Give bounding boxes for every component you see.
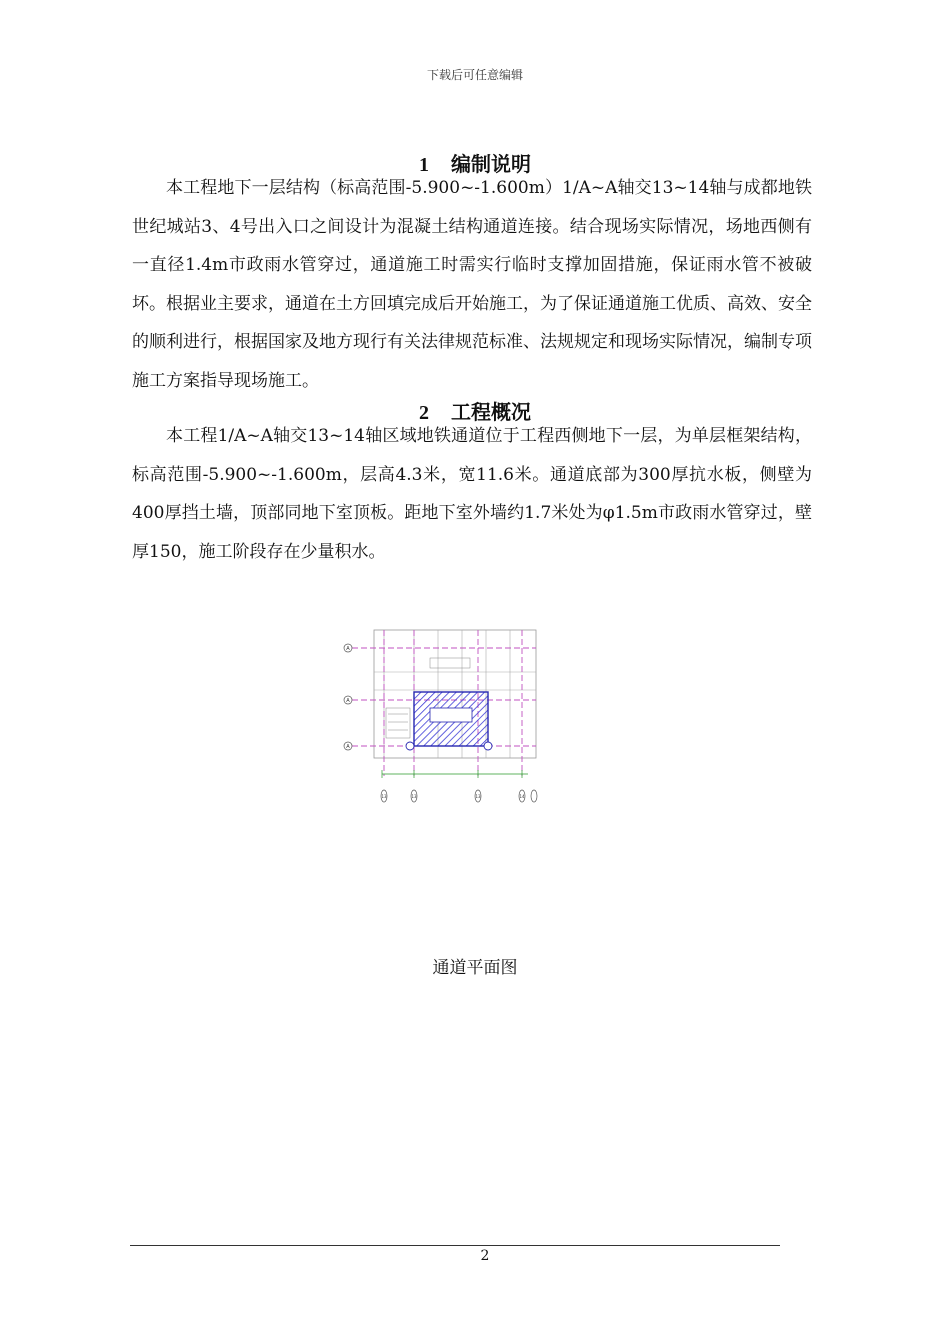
section-1-title: 编制说明 — [451, 152, 531, 176]
channel-label-box — [430, 708, 472, 722]
page-header: 下载后可任意编辑 — [426, 68, 523, 82]
section-2-paragraph: 本工程1/A~A轴交13~14轴区域地铁通道位于工程西侧地下一层，为单层框架结构，标高范围-5.900~-1.600m，层高4.3米，宽11.6米。通道底部为300厚抗水板，侧壁为400厚挡土墙，顶部同地下室顶板。距地下室外墙约1.7米处为φ1.5m市政雨水管穿过，壁厚150，施工阶段存在少量积水。 — [132, 426, 812, 562]
axis-label-bottom-3: 13 — [475, 794, 481, 799]
dimension-line — [382, 770, 528, 778]
channel-plan-drawing — [338, 626, 548, 806]
axis-bubbles-bottom — [381, 790, 537, 802]
axis-bubbles-left — [344, 644, 352, 750]
section-2-number: 2 — [419, 402, 429, 424]
axis-label-bottom-2: 13 — [411, 794, 417, 799]
axis-label-left-3: A — [346, 744, 350, 750]
page-number: 2 — [480, 1248, 490, 1264]
upper-label-box — [430, 658, 470, 668]
plan-drawing-svg — [338, 626, 548, 806]
axis-label-bottom-4: 14 — [519, 794, 525, 799]
footer-divider — [130, 1245, 780, 1246]
section-1-number: 1 — [419, 154, 429, 176]
axis-label-bottom-1: 13 — [381, 794, 387, 799]
axis-label-left-2: A — [346, 698, 350, 704]
axis-label-left-1: A — [346, 646, 350, 652]
left-note-box — [386, 708, 410, 738]
section-2-title: 工程概况 — [451, 400, 531, 424]
section-1-paragraph: 本工程地下一层结构（标高范围-5.900~-1.600m）1/A~A轴交13~14轴与成都地铁世纪城站3、4号出入口之间设计为混凝土结构通道连接。结合现场实际情况，场地西侧有一直径1.4m市政雨水管穿过，通道施工时需实行临时支撑加固措施，保证雨水管不被破坏。根据业主要求，通道在土方回填完成后开始施工，为了保证通道施工优质、高效、安全的顺利进行，根据国家及地方现行有关法律规范标准、法规规定和现场实际情况，编制专项施工方案指导现场施工。 — [132, 178, 812, 391]
figure-caption: 通道平面图 — [432, 958, 518, 978]
